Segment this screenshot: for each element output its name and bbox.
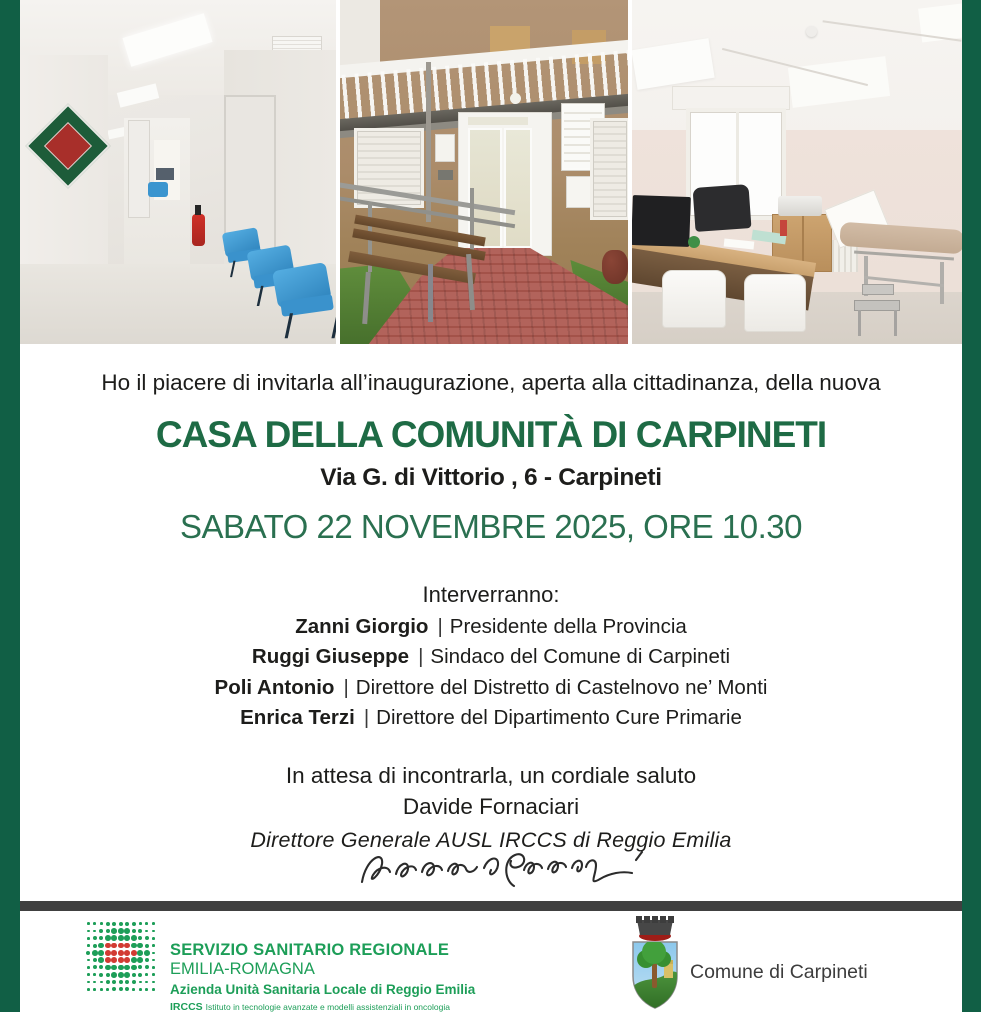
speaker-row	[20, 645, 962, 669]
page-title: CASA DELLA COMUNITÀ DI CARPINETI	[155, 414, 827, 455]
ssr-logo-dot	[118, 935, 124, 941]
ssr-logo-dot	[152, 981, 155, 984]
intro-line: Ho il piacere di invitarla all’inaugurazione, aperta alla cittadinanza, della nuova	[101, 370, 881, 395]
speaker-row	[20, 706, 962, 730]
ssr-logo-dot	[132, 988, 135, 991]
step-stool-leg	[894, 310, 897, 336]
ssr-logo-dot	[124, 935, 130, 941]
ssr-logo-dot	[152, 922, 155, 925]
ssr-logo-dot	[152, 973, 155, 976]
bench-leg	[428, 264, 433, 322]
ssr-line1: SERVIZIO SANITARIO REGIONALE	[170, 941, 450, 959]
ssr-logo-dot	[111, 943, 117, 949]
ssr-logo-dot	[93, 973, 96, 976]
speaker-role: Sindaco del Comune di Carpineti	[430, 645, 731, 668]
separator: |	[437, 615, 443, 638]
entrance-lamp	[510, 93, 521, 104]
ssr-logo-dot	[152, 930, 155, 933]
ssr-logo-dot	[87, 922, 90, 925]
blue-waiting-chair	[275, 266, 336, 344]
ssr-logo-dot	[93, 981, 96, 984]
ssr-logo-dot	[93, 936, 97, 940]
flower-pot	[602, 250, 628, 284]
ssr-logo-dot	[138, 973, 142, 977]
ssr-line4	[170, 1001, 475, 1014]
ssr-logo-dot	[137, 950, 143, 956]
ssr-logo-dot	[105, 935, 111, 941]
ssr-logo-dot	[145, 936, 149, 940]
step-stool	[862, 284, 894, 295]
handwritten-signature	[348, 844, 648, 896]
ssr-logo-dot	[138, 965, 142, 969]
speaker-role: Presidente della Provincia	[449, 615, 687, 638]
ssr-logo-dot	[152, 988, 155, 991]
ssr-logo-dot	[118, 943, 124, 949]
ssr-logo-dot	[132, 929, 136, 933]
signer-name: Davide Fornaciari	[402, 794, 580, 819]
ssr-logo-dot	[152, 966, 155, 969]
ssr-logo-dot	[87, 944, 90, 947]
ssr-logo-dot	[112, 980, 116, 984]
speaker-row	[20, 676, 962, 700]
ssr-logo-dot	[111, 972, 117, 978]
footer-divider-bar	[20, 901, 962, 911]
ssr-logo-dot	[99, 965, 103, 969]
ssr-logo-dot	[152, 944, 155, 947]
ssr-logo-dot	[93, 930, 96, 933]
ssr-logo-dot	[87, 981, 90, 984]
ssr-logo-dot	[100, 922, 103, 925]
ssr-logo-dot	[152, 959, 155, 962]
ssr-logo-dot	[139, 922, 142, 925]
ssr-dots-logo	[85, 920, 157, 993]
ssr-logo-dot	[137, 943, 143, 949]
signer-title: Direttore Generale AUSL IRCCS di Reggio Emilia	[250, 828, 732, 852]
speaker-name: Zanni Giorgio	[295, 615, 429, 638]
ssr-logo-dot	[124, 943, 130, 949]
separator: |	[418, 645, 424, 668]
ssr-logo-dot	[152, 952, 155, 955]
ssr-logo-dot	[111, 965, 117, 971]
ssr-logo-dot	[87, 988, 90, 991]
ssr-logo-dot	[152, 937, 155, 940]
corridor-end	[124, 118, 190, 280]
ssr-logo-dot	[106, 929, 110, 933]
white-visitor-chair	[744, 274, 806, 344]
ssr-logo-dot	[131, 965, 137, 971]
ssr-logo-dot	[105, 965, 111, 971]
fire-extinguisher-valve	[195, 205, 201, 215]
ssr-logo-dot	[145, 930, 148, 933]
ssr-logo-dot	[132, 922, 136, 926]
ssr-logo-dot	[125, 980, 129, 984]
separator: |	[343, 676, 349, 699]
ssr-line2: EMILIA-ROMAGNA	[170, 960, 315, 978]
ssr-logo-dot	[93, 958, 97, 962]
closing-line: In attesa di incontrarla, un cordiale saluto	[285, 763, 697, 788]
chair-back	[744, 274, 806, 332]
irccs-label: IRCCS	[170, 1001, 203, 1013]
door-glass-panel	[504, 128, 532, 248]
ssr-logo-dot	[87, 959, 90, 962]
speaker-role: Direttore del Distretto di Castelnovo ne’ Monti	[355, 676, 768, 699]
ssr-logo-dot	[138, 929, 142, 933]
ssr-logo-dot	[100, 981, 103, 984]
separator: |	[363, 706, 370, 729]
ssr-logo-dot	[105, 943, 111, 949]
ssr-logo-dot	[118, 950, 124, 956]
photo-exam-room	[632, 0, 962, 344]
ssr-logo-dot	[118, 957, 124, 963]
sanitizer-bottle	[780, 220, 787, 236]
far-blue-chair	[148, 182, 168, 197]
ssr-logo-dot	[100, 988, 103, 991]
ssr-logo-dot	[99, 973, 103, 977]
speakers-heading: Interverranno:	[422, 582, 560, 607]
chair-back	[662, 270, 726, 328]
left-frame-border	[0, 0, 20, 1012]
ssr-logo-dot	[105, 950, 111, 956]
ssr-logo-dot	[124, 972, 130, 978]
comune-label: Comune di Carpineti	[690, 961, 868, 983]
speaker-name: Enrica Terzi	[240, 706, 355, 729]
ssr-logo-dot	[145, 944, 149, 948]
ssr-logo-dot	[106, 922, 110, 926]
ssr-logo-dot	[131, 950, 137, 956]
photo-strip	[20, 0, 962, 344]
ssr-logo-dot	[106, 980, 110, 984]
ssr-logo-dot	[98, 957, 104, 963]
smoke-detector	[806, 26, 817, 37]
address-line: Via G. di Vittorio , 6 - Carpineti	[320, 464, 662, 491]
ssr-logo-dot	[111, 950, 117, 956]
handrail-post	[470, 188, 474, 258]
medical-device	[778, 196, 822, 216]
ssr-logo-dot	[139, 981, 142, 984]
speaker-name: Poli Antonio	[214, 676, 335, 699]
aed-sign-center	[44, 122, 92, 170]
photo-corridor-waiting-area	[20, 0, 336, 344]
shuttered-window	[590, 118, 628, 220]
speaker-name: Ruggi Giuseppe	[251, 645, 410, 668]
ssr-logo-dot	[87, 930, 90, 933]
ssr-logo-dot	[119, 987, 123, 991]
ssr-logo-dot	[132, 973, 136, 977]
ceiling-light	[632, 38, 715, 90]
date-time-line: SABATO 22 NOVEMBRE 2025, ORE 10.30	[180, 508, 802, 545]
ssr-logo-dot	[93, 944, 97, 948]
ssr-logo-dot	[118, 928, 124, 934]
ceiling-light	[788, 56, 890, 108]
far-desk	[156, 168, 174, 180]
ssr-logo-dot	[99, 936, 103, 940]
ssr-logo-dot	[112, 922, 116, 926]
ssr-logo-dot	[125, 987, 129, 991]
ssr-logo-dot	[131, 935, 137, 941]
ssr-logo-dot	[98, 950, 104, 956]
white-visitor-chair	[662, 270, 726, 344]
ssr-logo-dot	[106, 988, 109, 991]
ssr-logo-dot	[119, 922, 123, 926]
ssr-logo-dot	[144, 950, 150, 956]
ssr-logo-dot	[137, 957, 143, 963]
irccs-caption: Istituto in tecnologie avanzate e modelli assistenziali in oncologia	[205, 1002, 450, 1012]
ssr-logo-dot	[87, 937, 90, 940]
ssr-logo-dot	[93, 922, 96, 925]
ssr-logo-dot	[92, 950, 98, 956]
ssr-logo-dot	[145, 958, 149, 962]
ssr-logo-dot	[87, 973, 90, 976]
ssr-logo-text	[170, 941, 475, 1014]
ssr-logo-dot	[145, 922, 148, 925]
ssr-logo-dot	[138, 936, 142, 940]
computer-monitor	[632, 195, 691, 247]
ssr-logo-dot	[124, 957, 130, 963]
ssr-logo-dot	[93, 965, 97, 969]
ssr-logo-dot	[131, 943, 137, 949]
ssr-logo-dot	[118, 965, 124, 971]
upper-window	[340, 0, 380, 70]
ssr-logo-dot	[118, 972, 124, 978]
ssr-logo-dot	[111, 928, 117, 934]
small-plant	[688, 236, 700, 248]
ssr-line3: Azienda Unità Sanitaria Locale di Reggio Emilia	[170, 982, 476, 997]
ssr-logo-dot	[105, 957, 111, 963]
ssr-logo-dot	[125, 922, 129, 926]
ssr-logo-dot	[111, 935, 117, 941]
mailbox	[438, 170, 453, 180]
photo-building-entrance	[340, 0, 628, 344]
ssr-logo-dot	[132, 980, 136, 984]
ssr-logo-dot	[131, 957, 137, 963]
step-stool-leg	[858, 310, 861, 336]
ssr-logo-dot	[145, 988, 148, 991]
ssr-logo-dot	[87, 966, 90, 969]
roller-shutter-box	[672, 86, 790, 110]
ssr-logo-dot	[124, 950, 130, 956]
ssr-logo-dot	[139, 988, 142, 991]
speaker-row	[20, 615, 962, 639]
ssr-logo-dot	[98, 943, 104, 949]
ssr-logo-dot	[86, 951, 90, 955]
ssr-logo-dot	[99, 929, 103, 933]
ssr-logo-dot	[124, 928, 130, 934]
carpineti-coat-of-arms	[628, 916, 682, 1012]
ssr-logo-dot	[93, 988, 96, 991]
ssr-logo-dot	[106, 973, 110, 977]
ssr-logo-dot	[145, 965, 149, 969]
small-sign	[435, 134, 455, 162]
fire-extinguisher	[192, 214, 205, 246]
ssr-logo-dot	[145, 981, 148, 984]
ssr-logo-dot	[145, 973, 148, 976]
right-frame-border	[962, 0, 981, 1012]
door-transom	[468, 117, 528, 125]
corridor-end-door	[128, 120, 150, 218]
ssr-logo-dot	[119, 980, 123, 984]
office-chair	[693, 184, 752, 232]
ssr-logo-dot	[124, 965, 130, 971]
speaker-role: Direttore del Dipartimento Cure Primarie	[376, 706, 742, 729]
ssr-logo-dot	[112, 987, 116, 991]
ssr-logo-dot	[111, 957, 117, 963]
